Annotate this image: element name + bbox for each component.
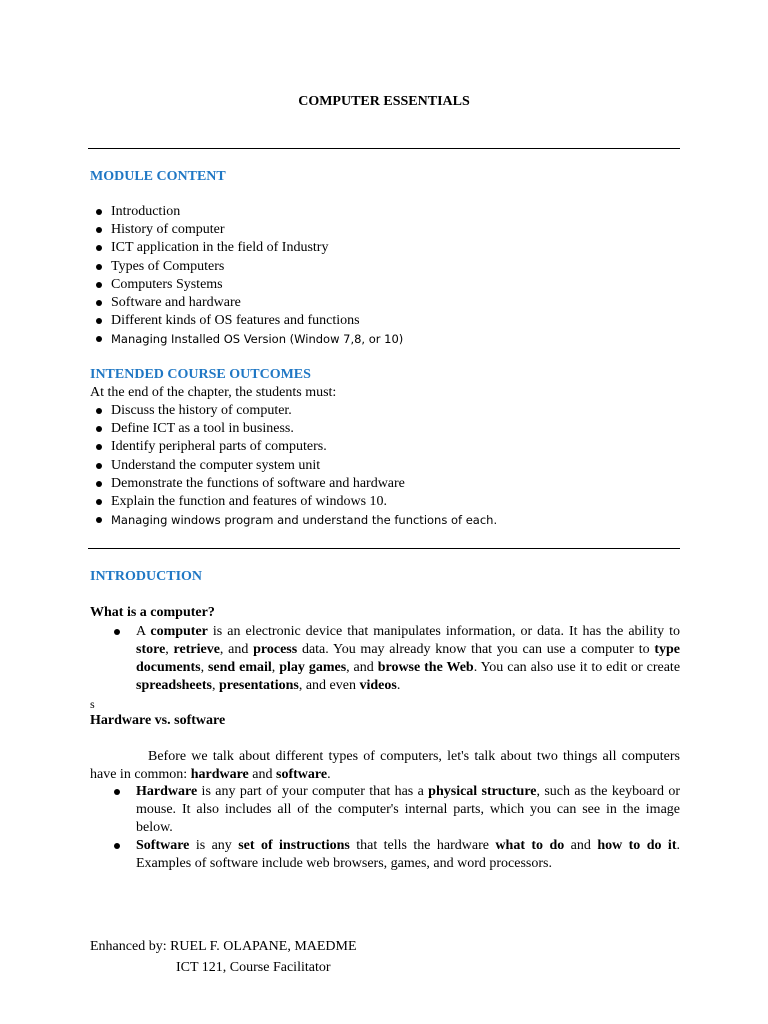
section-divider xyxy=(88,548,680,549)
list-item: Explain the function and features of windows 10. xyxy=(90,493,497,511)
list-item: Introduction xyxy=(90,203,403,221)
question-heading: What is a computer? xyxy=(90,605,215,620)
course-outcomes-heading: INTENDED COURSE OUTCOMES xyxy=(90,367,311,382)
list-item: Discuss the history of computer. xyxy=(90,402,497,420)
list-item: Demonstrate the functions of software and hardware xyxy=(90,475,497,493)
list-item: Types of Computers xyxy=(90,258,403,276)
intro-paragraph: Before we talk about different types of computers, let's talk about two things all computers have in common: hardware and software. xyxy=(90,749,680,782)
software-paragraph: Software is any set of instructions that tells the hardware what to do and how to do it. Examples of software include web browsers, games, and word processors. xyxy=(136,838,680,871)
list-item: Define ICT as a tool in business. xyxy=(90,420,497,438)
list-item: History of computer xyxy=(90,221,403,239)
module-content-heading: MODULE CONTENT xyxy=(90,169,226,184)
module-content-list xyxy=(90,203,403,349)
computer-definition-paragraph: A computer is an electronic device that manipulates information, or data. It has the ability to store, retrieve, and process data. You may already know that you can use a computer to type documents, send email, play games, and browse the Web. You can also use it to edit or create spreadsheets, presentations, and even videos. xyxy=(136,624,681,693)
bullet-icon xyxy=(114,843,120,849)
top-divider xyxy=(88,148,680,149)
hardware-vs-software-heading: Hardware vs. software xyxy=(90,713,226,728)
list-item: Understand the computer system unit xyxy=(90,457,497,475)
course-outcomes-list xyxy=(90,402,497,529)
list-item: Different kinds of OS features and functions xyxy=(90,312,403,330)
list-item: Managing windows program and understand the functions of each. xyxy=(90,511,497,529)
document-title: COMPUTER ESSENTIALS xyxy=(298,94,470,109)
list-item: ICT application in the field of Industry xyxy=(90,239,403,257)
hardware-paragraph: Hardware is any part of your computer that has a physical structure, such as the keyboard or mouse. It also includes all of the computer's internal parts, which you can see in the image below. xyxy=(136,784,680,835)
list-item: Computers Systems xyxy=(90,276,403,294)
bullet-icon xyxy=(114,789,120,795)
footer-role: ICT 121, Course Facilitator xyxy=(176,960,331,975)
introduction-heading: INTRODUCTION xyxy=(90,569,203,584)
stray-character: s xyxy=(90,697,95,711)
list-item: Software and hardware xyxy=(90,294,403,312)
bullet-icon xyxy=(114,629,120,635)
outcomes-intro: At the end of the chapter, the students must: xyxy=(90,385,337,400)
list-item: Managing Installed OS Version (Window 7,8, or 10) xyxy=(90,330,403,348)
list-item: Identify peripheral parts of computers. xyxy=(90,438,497,456)
footer-author: Enhanced by: RUEL F. OLAPANE, MAEDME xyxy=(90,939,357,954)
